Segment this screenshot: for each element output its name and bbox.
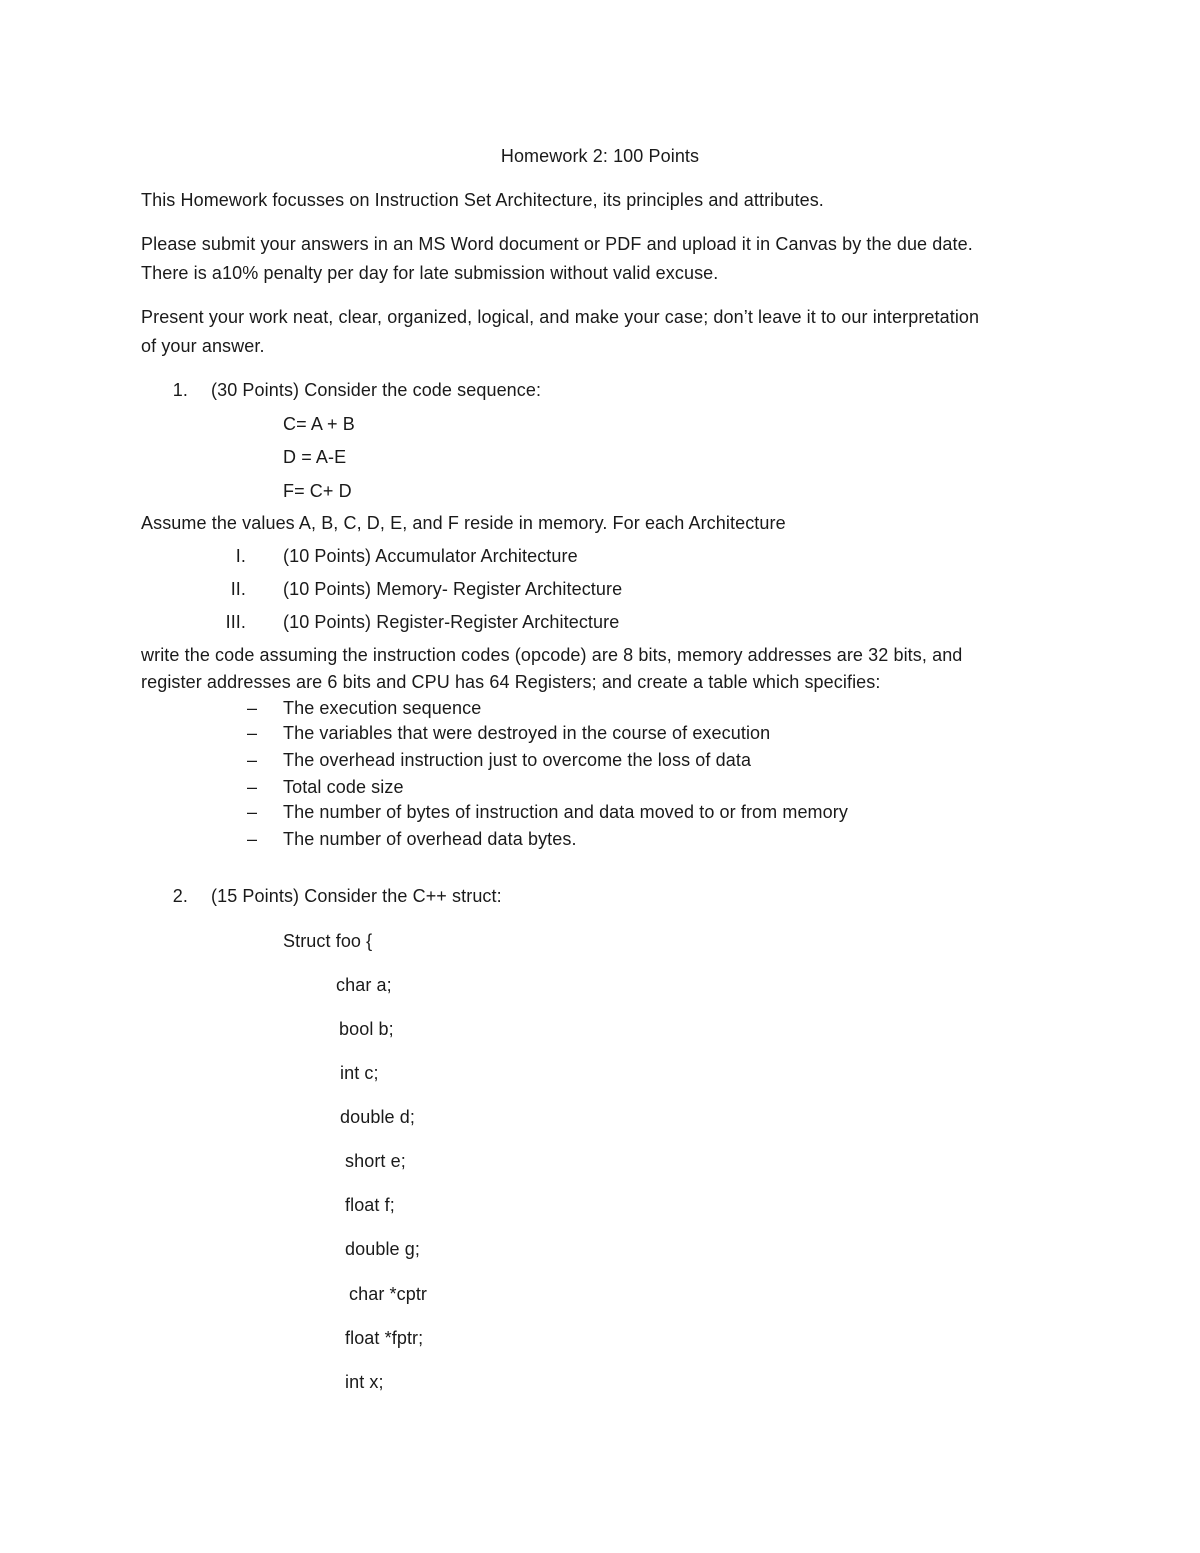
bullet-dash: – [247,829,258,849]
bullet-dash: – [247,698,258,718]
bullet-dash: – [247,750,258,770]
present-paragraph-line-1: Present your work neat, clear, organized, logical, and make your case; don’t leave it to our interpretation [141,307,980,327]
architecture-numeral: I. [235,546,246,566]
struct-member: double d; [340,1107,415,1127]
struct-member: char a; [336,975,392,995]
bullet-item: The variables that were destroyed in the course of execution [283,723,771,743]
submit-paragraph-line-1: Please submit your answers in an MS Word document or PDF and upload it in Canvas by the due date. [141,234,973,254]
struct-member: short e; [345,1151,406,1171]
architecture-numeral: II. [230,579,246,599]
q1-code-line: C= A + B [283,414,355,434]
page-title: Homework 2: 100 Points [500,146,700,166]
bullet-item: Total code size [283,777,404,797]
q1-number: 1. [172,380,188,400]
bullet-item: The number of overhead data bytes. [283,829,577,849]
struct-member: float f; [345,1195,395,1215]
architecture-label: (10 Points) Accumulator Architecture [283,546,578,566]
submit-paragraph-line-2: There is a10% penalty per day for late submission without valid excuse. [141,263,719,283]
architecture-label: (10 Points) Register-Register Architecture [283,612,620,632]
architecture-numeral: III. [225,612,246,632]
bullet-dash: – [247,723,258,743]
struct-member: char *cptr [349,1284,428,1304]
struct-member: double g; [345,1239,420,1259]
bullet-item: The number of bytes of instruction and data moved to or from memory [283,802,848,822]
struct-member: float *fptr; [345,1328,424,1348]
struct-open: Struct foo { [283,931,373,951]
q1-assume-text: Assume the values A, B, C, D, E, and F reside in memory. For each Architecture [141,513,786,533]
q1-prompt: (30 Points) Consider the code sequence: [211,380,542,400]
struct-member: int x; [345,1372,384,1392]
q1-code-line: F= C+ D [283,481,352,501]
bullet-dash: – [247,777,258,797]
present-paragraph-line-2: of your answer. [141,336,265,356]
intro-paragraph: This Homework focusses on Instruction Set Architecture, its principles and attributes. [141,190,824,210]
q1-write-line-2: register addresses are 6 bits and CPU has 64 Registers; and create a table which specifies: [141,672,881,692]
q1-write-line-1: write the code assuming the instruction codes (opcode) are 8 bits, memory addresses are 32 bits, and [141,645,963,665]
struct-member: bool b; [339,1019,394,1039]
q2-number: 2. [172,886,188,906]
q2-prompt: (15 Points) Consider the C++ struct: [211,886,502,906]
architecture-label: (10 Points) Memory- Register Architecture [283,579,623,599]
bullet-item: The execution sequence [283,698,482,718]
struct-member: int c; [340,1063,379,1083]
bullet-item: The overhead instruction just to overcome the loss of data [283,750,752,770]
q1-code-line: D = A-E [283,447,347,467]
bullet-dash: – [247,802,258,822]
